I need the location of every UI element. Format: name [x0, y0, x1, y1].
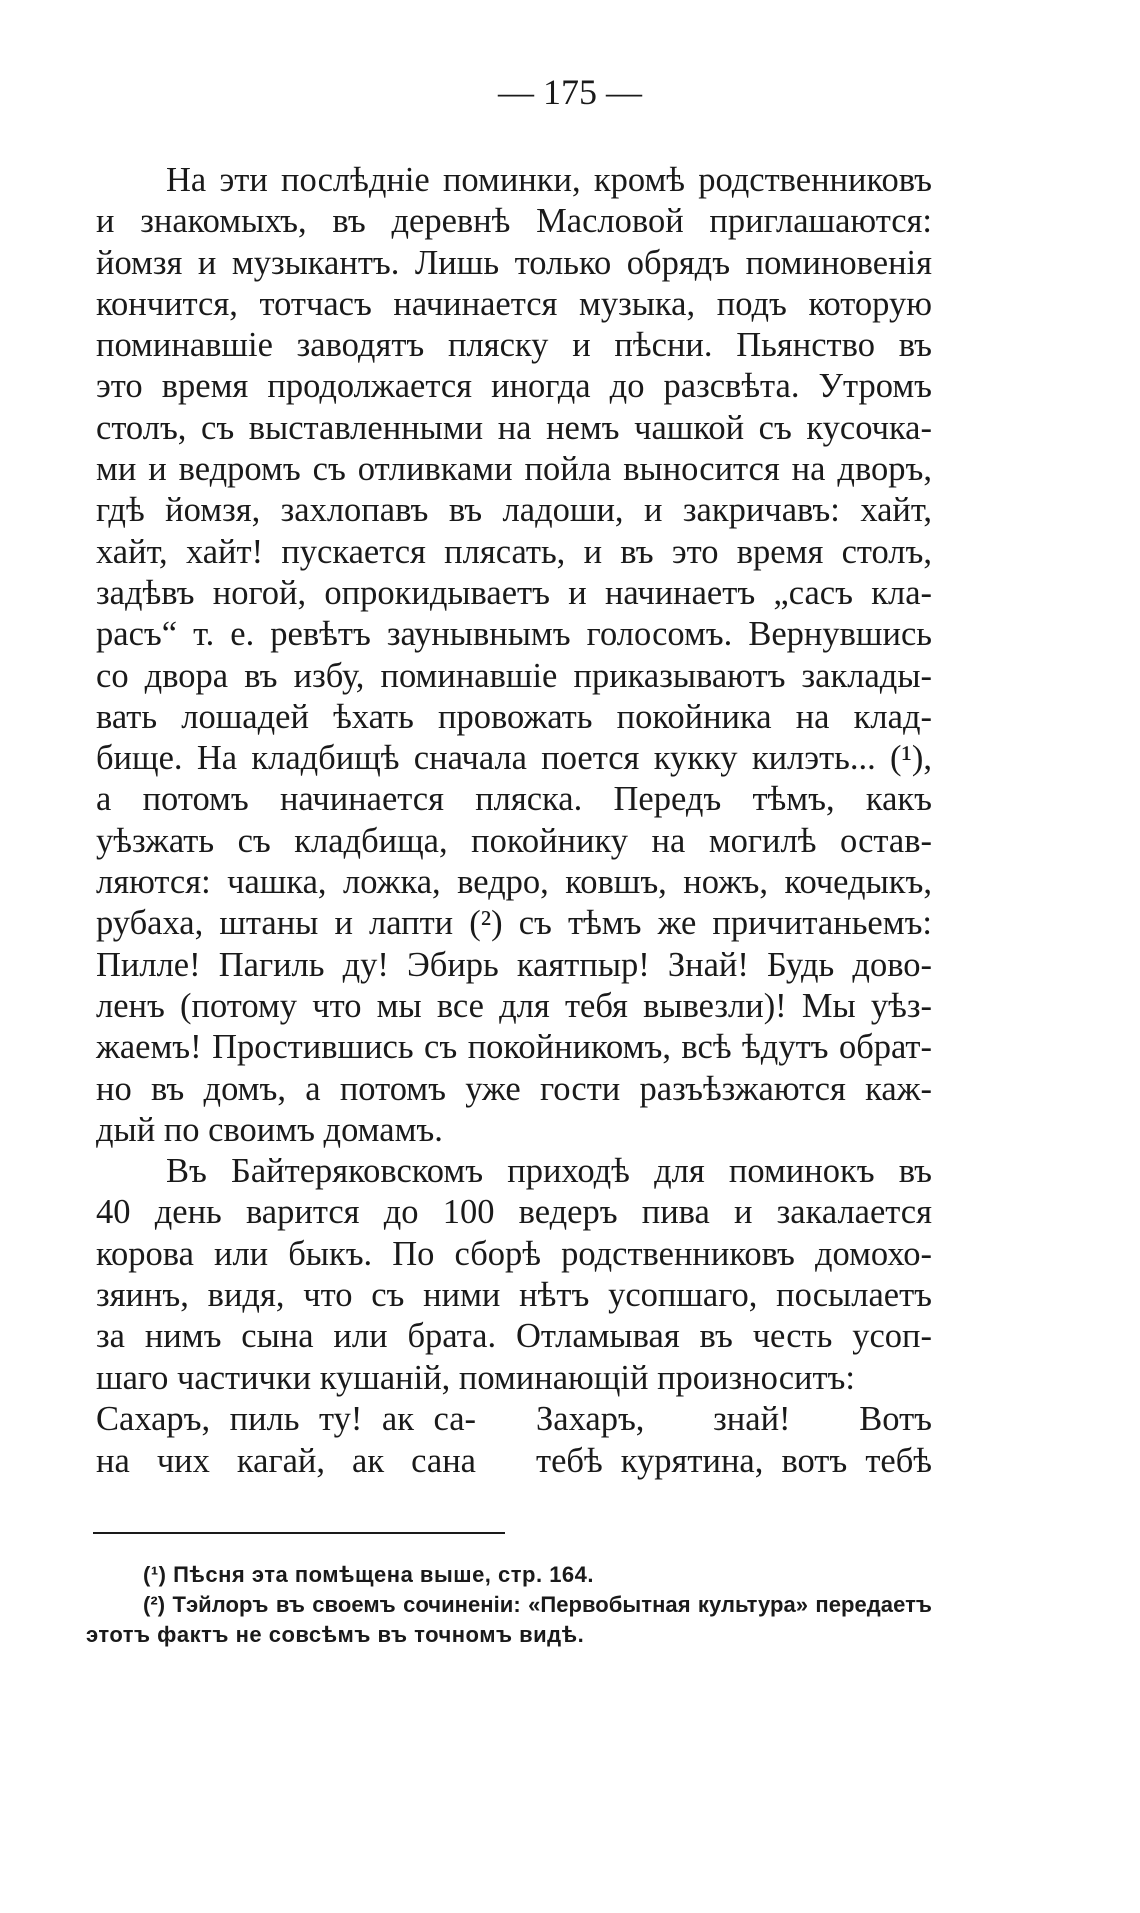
footnotes	[86, 1560, 932, 1650]
text-line: На эти послѣдніе поминки, кромѣ родственниковъ	[166, 161, 932, 199]
text-line: и знакомыхъ, въ деревнѣ Масловой приглашаются:	[96, 202, 932, 241]
footnote: (¹) Пѣсня эта помѣщена выше, стр. 164.	[143, 1562, 595, 1587]
footnote-continuation: этотъ фактъ не совсѣмъ въ точномъ видѣ.	[86, 1622, 585, 1647]
text-line: за нимъ сына или брата. Отламывая въ честь усоп-	[96, 1317, 932, 1356]
text-line: Пилле! Пагиль ду! Эбирь каятпыр! Знай! Будь дово-	[96, 945, 932, 984]
text-line: ми и ведромъ съ отливками пойла выносится на дворъ,	[96, 450, 932, 489]
verse-line: Захаръ, знай! Вотъ	[536, 1400, 932, 1438]
text-line: шаго частички кушаній, поминающій произноситъ:	[96, 1358, 855, 1397]
text-line: поминавшіе заводятъ пляску и пѣсни. Пьянство въ	[96, 326, 932, 365]
text-line: расъ“ т. е. ревѣтъ заунывнымъ голосомъ. Вернувшись	[96, 615, 932, 654]
text-line: йомзя и музыкантъ. Лишь только обрядъ поминовенія	[96, 243, 932, 282]
text-line: жаемъ! Простившись съ покойникомъ, всѣ ѣдутъ обрат-	[96, 1028, 932, 1067]
page-number: — 175 —	[498, 72, 642, 112]
text-line: задѣвъ ногой, опрокидываетъ и начинаетъ „сасъ кла-	[96, 573, 932, 612]
verse-translation	[536, 1398, 932, 1482]
text-line: корова или быкъ. По сборѣ родственниковъ домохо-	[96, 1234, 932, 1273]
main-text	[96, 160, 932, 1399]
text-line: уѣзжать съ кладбища, покойнику на могилѣ остав-	[96, 821, 932, 860]
text-line: а потомъ начинается пляска. Передъ тѣмъ, какъ	[96, 780, 932, 819]
text-line: дый по своимъ домамъ.	[96, 1110, 443, 1149]
text-line: зяинъ, видя, что съ ними нѣтъ усопшаго, посылаетъ	[96, 1276, 932, 1315]
text-line: столъ, съ выставленными на немъ чашкой съ кусочка-	[96, 408, 932, 447]
verse-line: на чих кагай, ак сана	[96, 1442, 476, 1480]
text-line: это время продолжается иногда до разсвѣта. Утромъ	[96, 367, 932, 406]
text-line: со двора въ избу, поминавшіе приказываютъ заклады-	[96, 656, 932, 695]
text-line: кончится, тотчасъ начинается музыка, подъ которую	[96, 284, 932, 323]
footnote: (²) Тэйлоръ въ своемъ сочиненіи: «Первобытная культура» передаетъ	[143, 1592, 932, 1617]
text-line: рубаха, штаны и лапти (²) съ тѣмъ же причитаньемъ:	[96, 904, 932, 943]
verse-line: Сахаръ, пиль ту! ак са-	[96, 1400, 476, 1438]
text-line: гдѣ йомзя, захлопавъ въ ладоши, и закричавъ: хайт,	[96, 491, 932, 530]
text-line: ленъ (потому что мы все для тебя вывезли)! Мы уѣз-	[96, 986, 932, 1025]
text-line: 40 день варится до 100 ведеръ пива и закалается	[96, 1193, 932, 1232]
text-line: вать лошадей ѣхать провожать покойника на клад-	[96, 697, 932, 736]
verse-original	[96, 1398, 476, 1482]
text-line: Въ Байтеряковскомъ приходѣ для поминокъ въ	[166, 1152, 932, 1191]
text-line: хайт, хайт! пускается плясать, и въ это время столъ,	[96, 532, 932, 571]
text-line: но въ домъ, а потомъ уже гости разъѣзжаются каж-	[96, 1069, 932, 1108]
verse-line: тебѣ курятина, вотъ тебѣ	[536, 1442, 932, 1480]
text-line: ляются: чашка, ложка, ведро, ковшъ, ножъ, кочедыкъ,	[96, 863, 932, 902]
text-line: бище. На кладбищѣ сначала поется кукку килэть... (¹),	[96, 739, 932, 778]
footnote-divider	[93, 1532, 505, 1534]
